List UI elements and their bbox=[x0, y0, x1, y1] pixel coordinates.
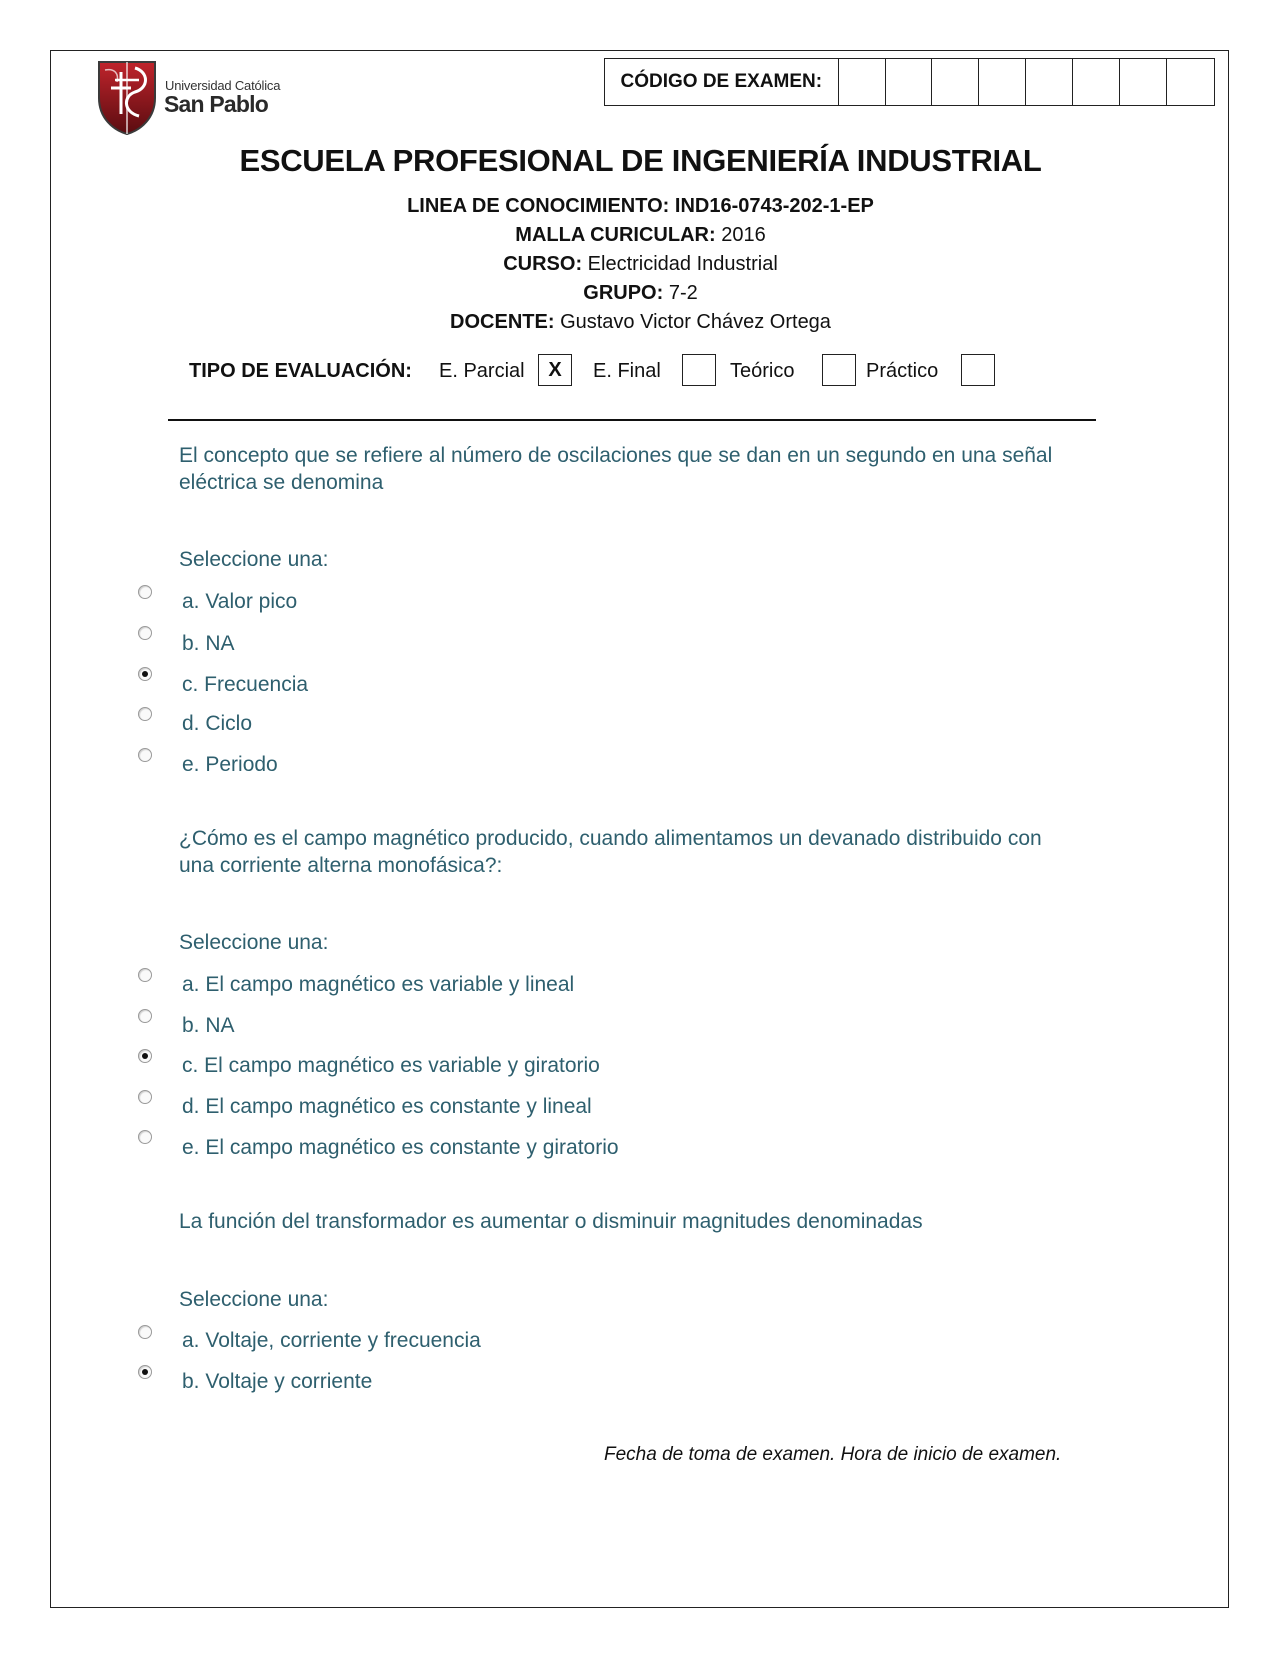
question-2-option-b-radio[interactable] bbox=[138, 1009, 152, 1023]
question-2-option-c-radio[interactable] bbox=[138, 1049, 152, 1063]
parcial-check-mark: X bbox=[548, 358, 562, 381]
question-2-option-e-radio[interactable] bbox=[138, 1130, 152, 1144]
curso-value: Electricidad Industrial bbox=[587, 253, 778, 275]
teorico-checkbox[interactable] bbox=[822, 354, 856, 386]
question-2-option-c[interactable]: c. El campo magnético es variable y giratorio bbox=[182, 1054, 600, 1077]
question-1-option-b[interactable]: b. NA bbox=[182, 632, 235, 655]
question-2-option-e[interactable]: e. El campo magnético es constante y giratorio bbox=[182, 1136, 619, 1159]
parcial-label: E. Parcial bbox=[439, 359, 525, 382]
question-3-option-b-radio[interactable] bbox=[138, 1365, 152, 1379]
docente-value: Gustavo Victor Chávez Ortega bbox=[560, 311, 831, 333]
question-1-option-e-radio[interactable] bbox=[138, 748, 152, 762]
exam-code-cell[interactable] bbox=[839, 59, 886, 105]
question-1-prompt: Seleccione una: bbox=[179, 548, 329, 571]
question-2-option-b[interactable]: b. NA bbox=[182, 1014, 235, 1037]
evaluation-type-row bbox=[189, 354, 1089, 388]
final-checkbox[interactable] bbox=[682, 354, 716, 386]
question-3-text: La función del transformador es aumentar o disminuir magnitudes denominadas bbox=[179, 1210, 923, 1233]
exam-code-box bbox=[604, 58, 1215, 106]
page-title: ESCUELA PROFESIONAL DE INGENIERÍA INDUSTRIAL bbox=[239, 143, 1042, 178]
question-3-option-a[interactable]: a. Voltaje, corriente y frecuencia bbox=[182, 1329, 481, 1352]
docente-label: DOCENTE: bbox=[450, 311, 555, 333]
question-2-option-d[interactable]: d. El campo magnético es constante y lineal bbox=[182, 1095, 592, 1118]
exam-code-cell[interactable] bbox=[932, 59, 979, 105]
question-1-option-a-radio[interactable] bbox=[138, 585, 152, 599]
question-3-prompt: Seleccione una: bbox=[179, 1288, 329, 1311]
linea-line bbox=[51, 195, 1230, 218]
linea-label: LINEA DE CONOCIMIENTO: bbox=[407, 195, 670, 217]
question-1-option-e[interactable]: e. Periodo bbox=[182, 753, 278, 776]
evaluation-type-label: TIPO DE EVALUACIÓN: bbox=[189, 359, 412, 382]
logo-university-label: Universidad Católica bbox=[165, 78, 281, 93]
question-2-prompt: Seleccione una: bbox=[179, 931, 329, 954]
question-2-option-d-radio[interactable] bbox=[138, 1090, 152, 1104]
question-2-option-a[interactable]: a. El campo magnético es variable y lineal bbox=[182, 973, 575, 996]
curso-line bbox=[51, 253, 1230, 276]
exam-code-cell[interactable] bbox=[1120, 59, 1167, 105]
teorico-label: Teórico bbox=[730, 359, 795, 382]
header-divider bbox=[168, 419, 1096, 421]
question-1-option-c-radio[interactable] bbox=[138, 667, 152, 681]
question-1-option-b-radio[interactable] bbox=[138, 626, 152, 640]
practico-label: Práctico bbox=[866, 359, 939, 382]
question-1-option-a[interactable]: a. Valor pico bbox=[182, 590, 298, 613]
practico-checkbox[interactable] bbox=[961, 354, 995, 386]
exam-code-cell[interactable] bbox=[979, 59, 1026, 105]
linea-value: IND16-0743-202-1-EP bbox=[674, 195, 874, 217]
grupo-value: 7-2 bbox=[668, 282, 698, 304]
exam-page bbox=[50, 50, 1229, 1608]
malla-line bbox=[51, 224, 1230, 247]
parcial-checkbox[interactable] bbox=[538, 354, 572, 386]
exam-code-label: CÓDIGO DE EXAMEN: bbox=[605, 59, 839, 105]
logo-university-name: San Pablo bbox=[164, 91, 268, 117]
question-3-option-b[interactable]: b. Voltaje y corriente bbox=[182, 1370, 373, 1393]
question-2-option-a-radio[interactable] bbox=[138, 968, 152, 982]
grupo-line bbox=[51, 282, 1230, 305]
docente-line bbox=[51, 311, 1230, 334]
question-1-option-c[interactable]: c. Frecuencia bbox=[182, 673, 309, 696]
question-1-text: El concepto que se refiere al número de oscilaciones que se dan en un segundo en una señal eléctrica se denomina bbox=[179, 444, 1053, 494]
malla-label: MALLA CURICULAR: bbox=[515, 224, 716, 246]
exam-code-cell[interactable] bbox=[1026, 59, 1073, 105]
question-1-option-d-radio[interactable] bbox=[138, 707, 152, 721]
university-logo bbox=[95, 58, 295, 138]
curso-label: CURSO: bbox=[503, 253, 583, 275]
exam-code-cell[interactable] bbox=[1167, 59, 1214, 105]
question-3-option-a-radio[interactable] bbox=[138, 1325, 152, 1339]
grupo-label: GRUPO: bbox=[583, 282, 664, 304]
exam-code-cell[interactable] bbox=[1073, 59, 1120, 105]
exam-code-cell[interactable] bbox=[886, 59, 933, 105]
exam-footer-note: Fecha de toma de examen. Hora de inicio de examen. bbox=[604, 1444, 1062, 1465]
final-label: E. Final bbox=[593, 359, 661, 382]
question-2-text: ¿Cómo es el campo magnético producido, cuando alimentamos un devanado distribuido con una corriente alterna monofásica?: bbox=[179, 827, 1042, 877]
university-shield-icon bbox=[95, 58, 159, 136]
question-1-option-d[interactable]: d. Ciclo bbox=[182, 712, 253, 735]
malla-value: 2016 bbox=[721, 224, 766, 246]
